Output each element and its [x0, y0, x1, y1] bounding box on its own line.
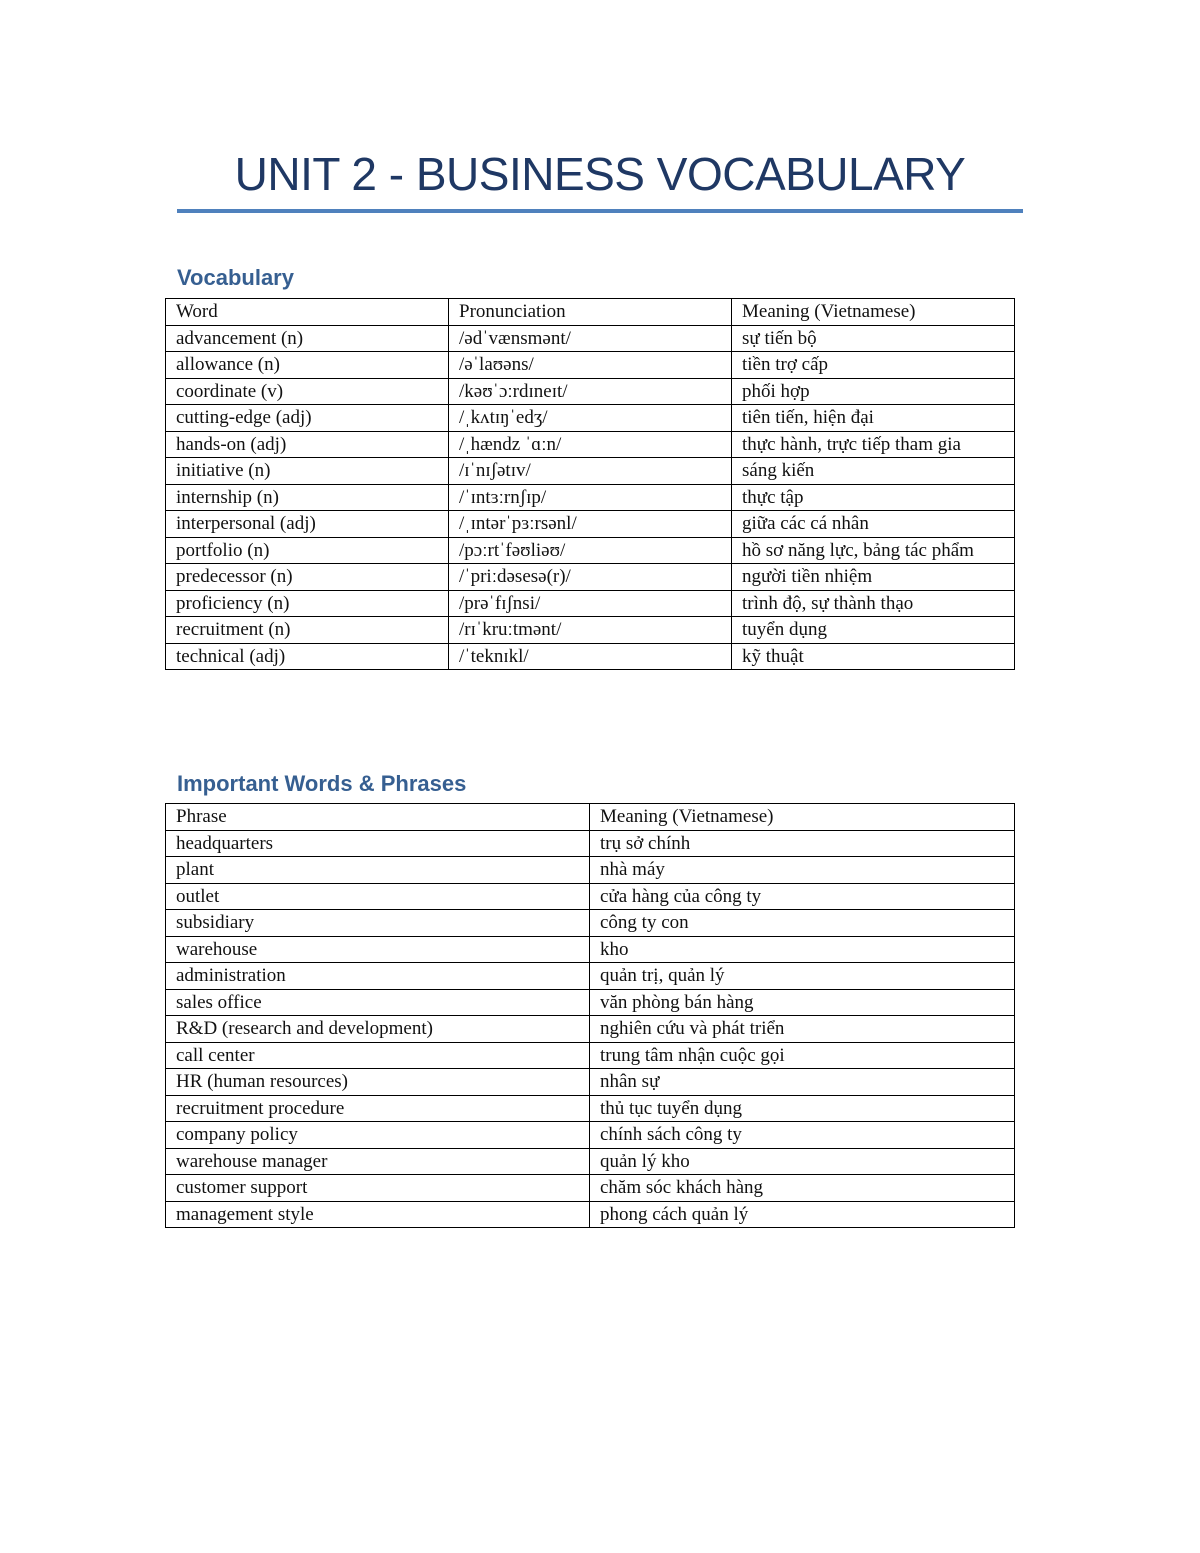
- phrase-cell: warehouse: [166, 936, 590, 963]
- word-cell: advancement (n): [166, 325, 449, 352]
- pronunciation-cell: /ˌɪntərˈpɜːrsənl/: [449, 511, 732, 538]
- meaning-cell: sáng kiến: [732, 458, 1015, 485]
- column-header-phrase: Phrase: [166, 804, 590, 831]
- phrase-cell: sales office: [166, 989, 590, 1016]
- pronunciation-cell: /ˌhændz ˈɑːn/: [449, 431, 732, 458]
- column-header-pronunciation: Pronunciation: [449, 299, 732, 326]
- table-row: [166, 1042, 1015, 1069]
- word-cell: recruitment (n): [166, 617, 449, 644]
- table-row: [166, 1016, 1015, 1043]
- table-row: [166, 989, 1015, 1016]
- meaning-cell: văn phòng bán hàng: [590, 989, 1015, 1016]
- meaning-cell: hồ sơ năng lực, bảng tác phẩm: [732, 537, 1015, 564]
- table-row: [166, 830, 1015, 857]
- meaning-cell: tiên tiến, hiện đại: [732, 405, 1015, 432]
- phrase-cell: customer support: [166, 1175, 590, 1202]
- word-cell: portfolio (n): [166, 537, 449, 564]
- phrase-cell: call center: [166, 1042, 590, 1069]
- column-header-meaning: Meaning (Vietnamese): [732, 299, 1015, 326]
- meaning-cell: thực tập: [732, 484, 1015, 511]
- word-cell: interpersonal (adj): [166, 511, 449, 538]
- pronunciation-cell: /pɔːrtˈfəʊliəʊ/: [449, 537, 732, 564]
- meaning-cell: nhân sự: [590, 1069, 1015, 1096]
- word-cell: proficiency (n): [166, 590, 449, 617]
- word-cell: internship (n): [166, 484, 449, 511]
- meaning-cell: kỹ thuật: [732, 643, 1015, 670]
- vocabulary-heading: Vocabulary: [177, 265, 294, 290]
- meaning-cell: kho: [590, 936, 1015, 963]
- pronunciation-cell: /ˈɪntɜːrnʃɪp/: [449, 484, 732, 511]
- meaning-cell: nghiên cứu và phát triển: [590, 1016, 1015, 1043]
- phrase-cell: recruitment procedure: [166, 1095, 590, 1122]
- meaning-cell: cửa hàng của công ty: [590, 883, 1015, 910]
- meaning-cell: nhà máy: [590, 857, 1015, 884]
- meaning-cell: chính sách công ty: [590, 1122, 1015, 1149]
- word-cell: initiative (n): [166, 458, 449, 485]
- table-row: [166, 1069, 1015, 1096]
- meaning-cell: trụ sở chính: [590, 830, 1015, 857]
- phrase-cell: outlet: [166, 883, 590, 910]
- word-cell: allowance (n): [166, 352, 449, 379]
- phrases-heading: Important Words & Phrases: [177, 771, 467, 796]
- table-row: [166, 1122, 1015, 1149]
- meaning-cell: quản trị, quản lý: [590, 963, 1015, 990]
- table-row: [166, 1095, 1015, 1122]
- phrase-cell: company policy: [166, 1122, 590, 1149]
- meaning-cell: phối hợp: [732, 378, 1015, 405]
- pronunciation-cell: /əˈlaʊəns/: [449, 352, 732, 379]
- table-header-row: [166, 299, 1015, 326]
- meaning-cell: giữa các cá nhân: [732, 511, 1015, 538]
- table-row: [166, 883, 1015, 910]
- phrase-cell: administration: [166, 963, 590, 990]
- word-cell: technical (adj): [166, 643, 449, 670]
- word-cell: predecessor (n): [166, 564, 449, 591]
- meaning-cell: người tiền nhiệm: [732, 564, 1015, 591]
- meaning-cell: công ty con: [590, 910, 1015, 937]
- pronunciation-cell: /ədˈvænsmənt/: [449, 325, 732, 352]
- table-row: [166, 405, 1015, 432]
- table-row: [166, 963, 1015, 990]
- phrase-cell: management style: [166, 1201, 590, 1228]
- table-row: [166, 643, 1015, 670]
- pronunciation-cell: /rɪˈkruːtmənt/: [449, 617, 732, 644]
- table-row: [166, 617, 1015, 644]
- table-row: [166, 484, 1015, 511]
- phrase-cell: R&D (research and development): [166, 1016, 590, 1043]
- table-row: [166, 1201, 1015, 1228]
- pronunciation-cell: /ˌkʌtɪŋˈedʒ/: [449, 405, 732, 432]
- table-row: [166, 936, 1015, 963]
- table-row: [166, 352, 1015, 379]
- table-row: [166, 857, 1015, 884]
- phrase-cell: warehouse manager: [166, 1148, 590, 1175]
- table-row: [166, 1175, 1015, 1202]
- phrase-cell: headquarters: [166, 830, 590, 857]
- table-row: [166, 564, 1015, 591]
- table-row: [166, 325, 1015, 352]
- pronunciation-cell: /ɪˈnɪʃətɪv/: [449, 458, 732, 485]
- table-row: [166, 511, 1015, 538]
- vocabulary-table: [165, 298, 1015, 670]
- table-row: [166, 537, 1015, 564]
- phrase-cell: plant: [166, 857, 590, 884]
- meaning-cell: sự tiến bộ: [732, 325, 1015, 352]
- table-row: [166, 910, 1015, 937]
- table-row: [166, 1148, 1015, 1175]
- column-header-meaning: Meaning (Vietnamese): [590, 804, 1015, 831]
- title-underline: [177, 209, 1023, 213]
- meaning-cell: thủ tục tuyển dụng: [590, 1095, 1015, 1122]
- word-cell: hands-on (adj): [166, 431, 449, 458]
- table-row: [166, 590, 1015, 617]
- table-row: [166, 458, 1015, 485]
- meaning-cell: tuyển dụng: [732, 617, 1015, 644]
- meaning-cell: trung tâm nhận cuộc gọi: [590, 1042, 1015, 1069]
- pronunciation-cell: /ˈpriːdəsesə(r)/: [449, 564, 732, 591]
- phrases-table: [165, 803, 1015, 1228]
- word-cell: cutting-edge (adj): [166, 405, 449, 432]
- meaning-cell: trình độ, sự thành thạo: [732, 590, 1015, 617]
- meaning-cell: quản lý kho: [590, 1148, 1015, 1175]
- pronunciation-cell: /ˈteknɪkl/: [449, 643, 732, 670]
- table-header-row: [166, 804, 1015, 831]
- word-cell: coordinate (v): [166, 378, 449, 405]
- meaning-cell: thực hành, trực tiếp tham gia: [732, 431, 1015, 458]
- pronunciation-cell: /prəˈfɪʃnsi/: [449, 590, 732, 617]
- meaning-cell: tiền trợ cấp: [732, 352, 1015, 379]
- table-row: [166, 378, 1015, 405]
- phrase-cell: subsidiary: [166, 910, 590, 937]
- page-title: UNIT 2 - BUSINESS VOCABULARY: [234, 148, 966, 200]
- meaning-cell: chăm sóc khách hàng: [590, 1175, 1015, 1202]
- table-row: [166, 431, 1015, 458]
- pronunciation-cell: /kəʊˈɔːrdɪneɪt/: [449, 378, 732, 405]
- phrase-cell: HR (human resources): [166, 1069, 590, 1096]
- meaning-cell: phong cách quản lý: [590, 1201, 1015, 1228]
- column-header-word: Word: [166, 299, 449, 326]
